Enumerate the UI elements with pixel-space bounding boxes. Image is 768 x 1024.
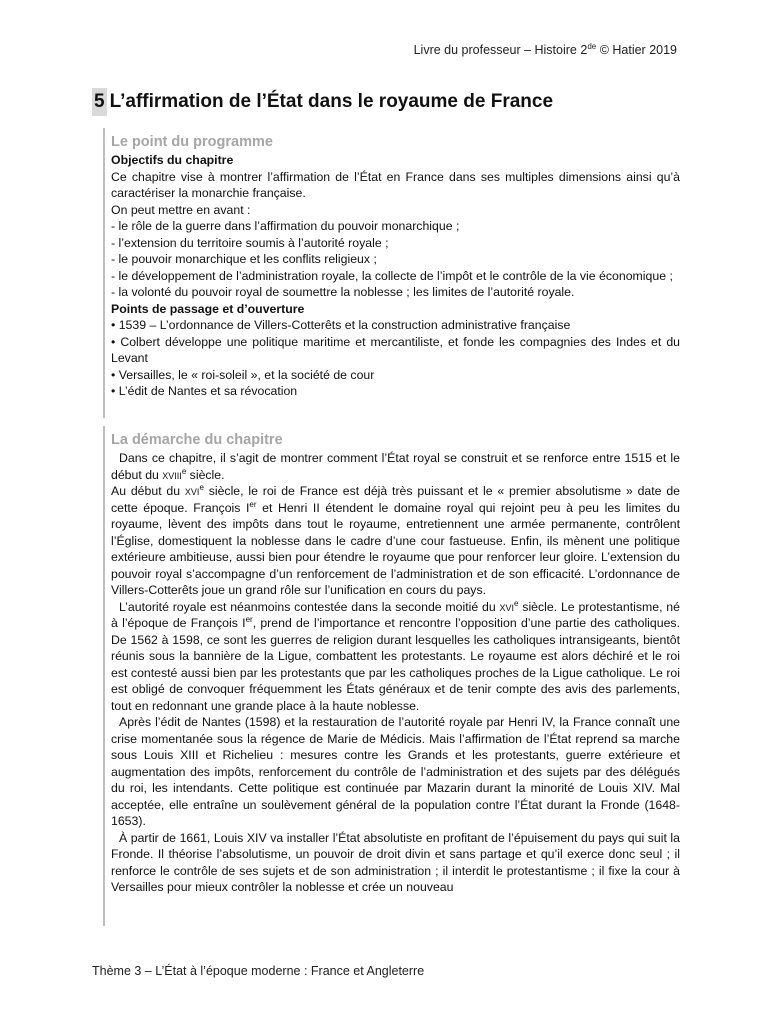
mettre-en-avant: On peut mettre en avant : (111, 202, 251, 217)
list-item: - le pouvoir monarchique et les conflits religieux ; (111, 252, 377, 266)
text: siècle. Le protestantisme, né à l’époque de François I (111, 599, 680, 630)
section-demarche (103, 426, 680, 926)
chapter-number: 5 (92, 88, 107, 116)
chapter-heading (92, 88, 553, 116)
list-item: - le développement de l’administration royale, la collecte de l’impôt et le contrôle de la vie économique ; (111, 268, 673, 283)
text: siècle, le roi de France est déjà très puissant et le « premier absolutisme » date de cette époque. François I (111, 484, 680, 515)
bullet-item: • 1539 – L’ordonnance de Villers-Cotterêts et la construction administrative française (111, 318, 571, 332)
section-title: La démarche du chapitre (111, 432, 283, 448)
paragraph: Après l’édit de Nantes (1598) et la restauration de l’autorité royale par Henri IV, la France connaît une crise momentanée sous la régence de Marie de Médicis. Mais l’affirmation de l’État reprend sa marche sous Louis XIII et Richelieu : mesures contre les Grands et les protestants, guerre extérieure et augmentation des impôts, renforcement du contrôle de l’administration et des sujets par des délégués du roi, les intendants. Cette politique est continuée par Mazarin durant la minorité de Louis XIV. Mal acceptée, elle entraîne un soulèvement général de la population contre l’État durant la Fronde (1648-1653). (111, 715, 680, 828)
list-item: - l’extension du territoire soumis à l’autorité royale ; (111, 235, 389, 250)
page-header (414, 43, 677, 57)
list-item: - le rôle de la guerre dans l’affirmation du pouvoir monarchique ; (111, 219, 460, 233)
bullet-item: • L’édit de Nantes et sa révocation (111, 384, 298, 398)
objectifs-intro: Ce chapitre vise à montrer l’affirmation de l’État en France dans ses multiples dimensions ainsi qu’à caractériser la monarchie française. (111, 169, 680, 200)
superscript: er (249, 499, 257, 509)
page-footer: Thème 3 – L’État à l’époque moderne : France et Angleterre (92, 964, 425, 978)
bullet-item: • Colbert développe une politique maritime et mercantiliste, et fonde les compagnies des Indes et du Levant (111, 334, 680, 365)
bullet-item: • Versailles, le « roi-soleil », et la société de cour (111, 367, 375, 382)
superscript: e (199, 483, 204, 492)
paragraph (111, 599, 680, 715)
chapter-title: L’affirmation de l’État dans le royaume de France (109, 91, 554, 112)
header-superscript: de (587, 42, 597, 51)
section-programme (103, 128, 680, 418)
text: L’autorité royale est néanmoins contestée dans la seconde moitié du (119, 599, 500, 614)
superscript: e (514, 598, 519, 608)
century-numeral: xvi (499, 599, 515, 614)
century-numeral: xviii (162, 467, 182, 482)
text: , prend de l’importance et rencontre l’opposition d’une partie des catholiques. De 1562 à 1598, ce sont les guerres de religion durant lesquelles les catholiques intransigeants, bientôt réunis sous la bannière de la Ligue, combattent les protestants. Le royaume est alors déchiré et le roi est contesté aussi bien par les protestants que par les catholiques proches de la Ligue catholique. Le roi est obligé de convoquer fréquemment les États généraux et de tenir compte des avis des parlements, tout en redonnant une grande place à la haute noblesse. (111, 616, 680, 713)
text: Au début du (111, 484, 185, 498)
superscript: er (245, 615, 253, 624)
text: siècle. (186, 467, 225, 482)
superscript: e (181, 466, 187, 476)
paragraph (111, 450, 680, 483)
points-heading: Points de passage et d’ouverture (111, 301, 305, 316)
century-numeral: xvi (184, 484, 200, 498)
text: et Henri II étendent le domaine royal qui rejoint peu à peu les limites du royaume, lèvent des impôts dans tout le royaume, entretiennent une armée permanente, contrôlent l’Église, domestiquent la noblesse dans le cadre d’une cour fastueuse. Enfin, ils mènent une politique extérieure ambitieuse, aussi bien pour étendre le royaume que pour renforcer leur gloire. L’extension du pouvoir royal s’accompagne d’un renforcement de l’administration et de son efficacité. L’ordonnance de Villers-Cotterêts joue un grand rôle sur l’unification en cours du pays. (111, 500, 680, 597)
section-title: Le point du programme (111, 134, 273, 150)
header-text: Livre du professeur – Histoire 2 (413, 43, 588, 57)
text: Dans ce chapitre, il s’agit de montrer comment l’État royal se construit et se renforce entre 1515 et le début du (111, 451, 680, 482)
paragraph: À partir de 1661, Louis XIV va installer l’État absolutiste en profitant de l’épuisement du pays qui suit la Fronde. Il théorise l’absolutisme, un pouvoir de droit divin et sans partage et qu’il exerce donc seul ; il renforce le contrôle de ses sujets et de son administration ; il interdit le protestantisme ; il fixe la cour à Versailles pour mieux contrôler la noblesse et crée un nouveau (111, 830, 680, 894)
objectifs-heading: Objectifs du chapitre (111, 153, 234, 167)
list-item: - la volonté du pouvoir royal de soumettre la noblesse ; les limites de l’autorité royale. (111, 285, 575, 299)
header-text-end: © Hatier 2019 (596, 43, 677, 57)
paragraph (111, 483, 680, 599)
